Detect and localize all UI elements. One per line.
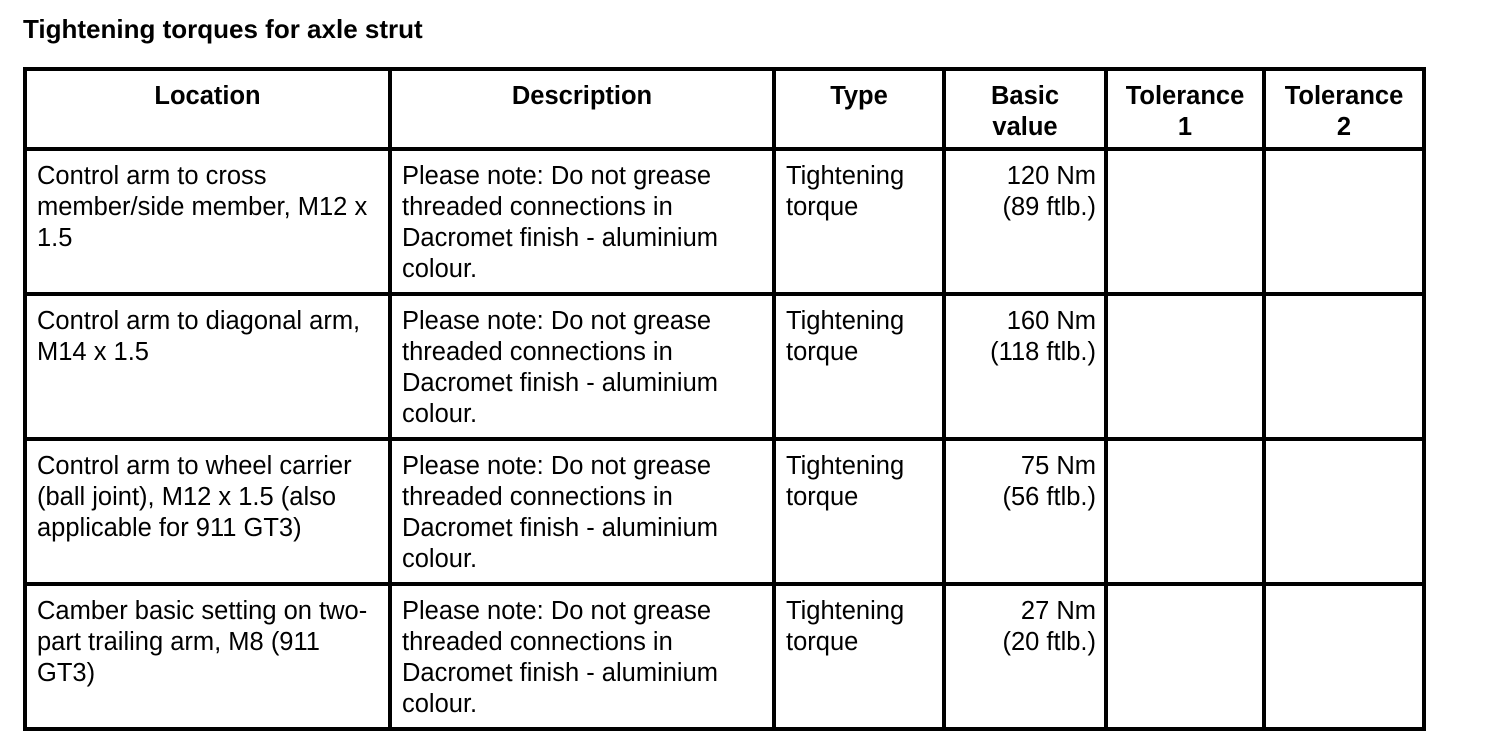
basic-value-nm: 160 Nm [1006, 307, 1096, 335]
header-tolerance-2-line: 2 [1336, 113, 1352, 141]
header-type: Type [774, 69, 944, 149]
header-description: Description [390, 69, 774, 149]
tolerance-2-cell [1264, 439, 1424, 584]
description-cell: Please note: Do not grease threaded connections in Dacromet finish - aluminium colour. [390, 294, 774, 439]
basic-value-cell [944, 149, 1106, 294]
basic-value-cell [944, 294, 1106, 439]
header-tolerance-1-line: 1 [1177, 113, 1193, 141]
basic-value-cell [944, 584, 1106, 729]
type-cell: Tightening torque [774, 294, 944, 439]
location-cell: Control arm to wheel carrier (ball joint), M12 x 1.5 (also applicable for 911 GT3) [25, 439, 390, 584]
page-title: Tightening torques for axle strut [23, 14, 423, 44]
header-basic-value-line: Basic [990, 82, 1060, 110]
basic-value-cell [944, 439, 1106, 584]
basic-value-ftlb: (89 ftlb.) [1002, 193, 1096, 221]
table-row [25, 584, 1424, 729]
location-cell: Camber basic setting on two-part trailing arm, M8 (911 GT3) [25, 584, 390, 729]
description-cell: Please note: Do not grease threaded connections in Dacromet finish - aluminium colour. [390, 149, 774, 294]
header-basic-value-line: value [992, 113, 1058, 141]
tolerance-1-cell [1106, 294, 1264, 439]
location-cell: Control arm to diagonal arm, M14 x 1.5 [25, 294, 390, 439]
tolerance-1-cell [1106, 149, 1264, 294]
basic-value-ftlb: (20 ftlb.) [1002, 628, 1096, 656]
type-cell: Tightening torque [774, 584, 944, 729]
table-row [25, 294, 1424, 439]
header-tolerance-2 [1264, 69, 1424, 149]
basic-value-ftlb: (56 ftlb.) [1002, 483, 1096, 511]
header-tolerance-2-line: Tolerance [1284, 82, 1404, 110]
table-header-row [25, 69, 1424, 149]
basic-value-nm: 120 Nm [1006, 162, 1096, 190]
table-row [25, 439, 1424, 584]
basic-value-nm: 27 Nm [1020, 597, 1096, 625]
type-cell: Tightening torque [774, 439, 944, 584]
basic-value-nm: 75 Nm [1020, 452, 1096, 480]
tolerance-2-cell [1264, 294, 1424, 439]
description-cell: Please note: Do not grease threaded connections in Dacromet finish - aluminium colour. [390, 439, 774, 584]
torque-table [23, 67, 1426, 731]
header-tolerance-1 [1106, 69, 1264, 149]
tolerance-1-cell [1106, 584, 1264, 729]
location-cell: Control arm to cross member/side member, M12 x 1.5 [25, 149, 390, 294]
header-tolerance-1-line: Tolerance [1125, 82, 1245, 110]
tolerance-2-cell [1264, 584, 1424, 729]
tolerance-1-cell [1106, 439, 1264, 584]
description-cell: Please note: Do not grease threaded connections in Dacromet finish - aluminium colour. [390, 584, 774, 729]
table-row [25, 149, 1424, 294]
type-cell: Tightening torque [774, 149, 944, 294]
header-basic-value [944, 69, 1106, 149]
basic-value-ftlb: (118 ftlb.) [990, 338, 1096, 366]
tolerance-2-cell [1264, 149, 1424, 294]
header-location: Location [25, 69, 390, 149]
